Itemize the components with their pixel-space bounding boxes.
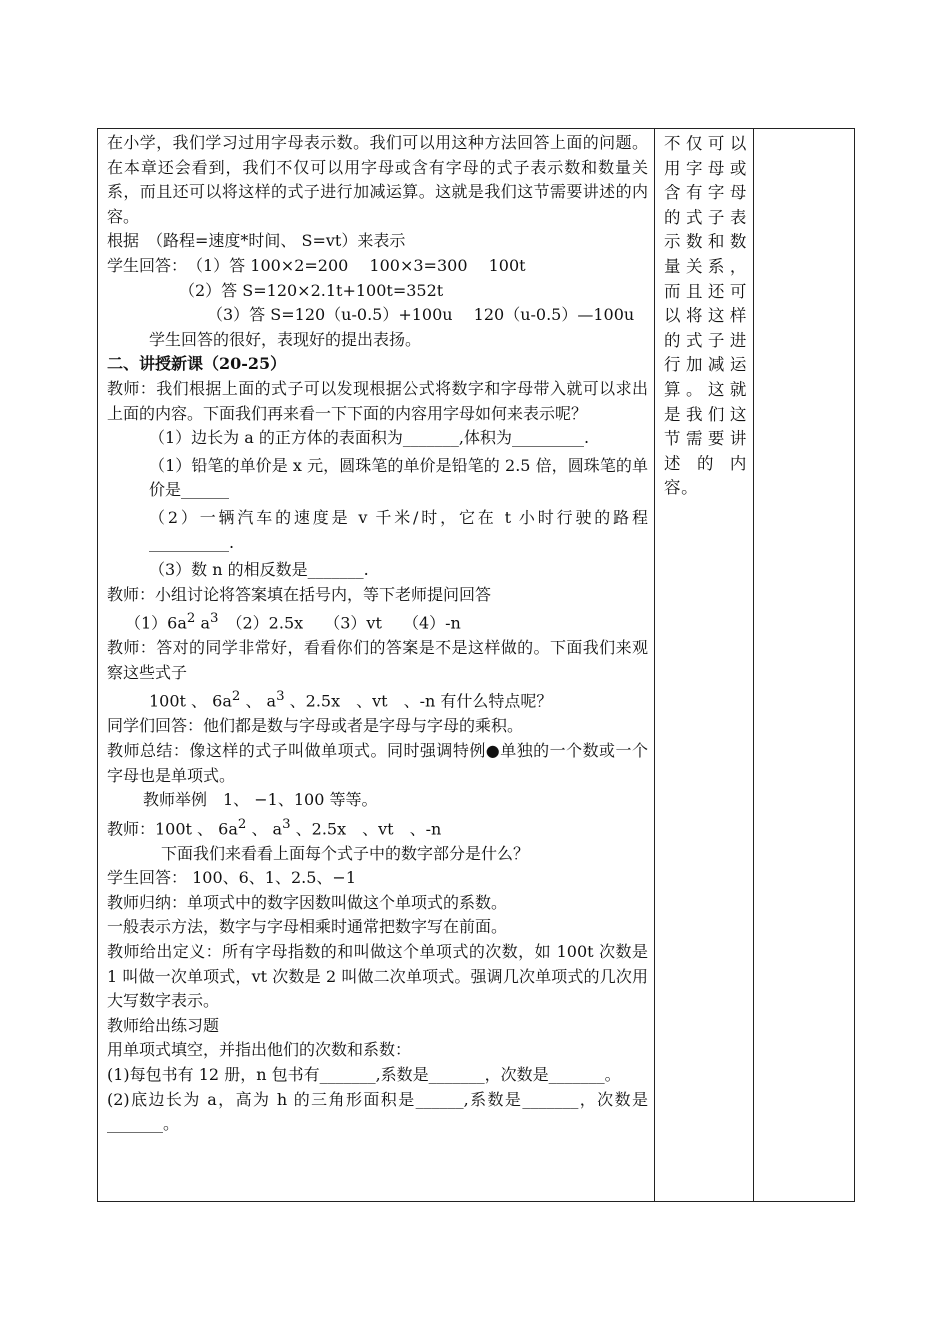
- exercise-opposite: （3）数 n 的相反数是_______.: [149, 560, 369, 580]
- student-answer-1: 学生回答： （1）答 100×2=200 100×3=300 100t: [107, 255, 526, 275]
- formula-hint: 根据 （路程=速度*时间、 S=vt）来表示: [107, 231, 406, 251]
- exercise-car: （2）一辆汽车的速度是 v 千米/时，它在 t 小时行驶的路程__________.: [149, 507, 648, 552]
- practice-question-1: (1)每包书有 12 册，n 包书有_______,系数是_______，次数是_______。: [107, 1064, 621, 1084]
- coefficient-definition: 教师归纳：单项式中的数字因数叫做这个单项式的系数。: [107, 892, 508, 912]
- lesson-content: [98, 129, 654, 1137]
- practice-heading: 教师给出练习题: [107, 1015, 220, 1035]
- praise-line: 学生回答的很好，表现好的提出表扬。: [149, 329, 422, 349]
- lesson-plan-table: [97, 128, 855, 1202]
- number-part-question: 下面我们来看看上面每个式子中的数字部分是什么？: [161, 843, 530, 863]
- degree-definition: 教师给出定义：所有字母指数的和叫做这个单项式的次数，如 100t 次数是 1 叫做一次单项式，vt 次数是 2 叫做二次单项式。强调几次单项式的几次用大写数字表示。: [107, 941, 648, 1011]
- design-intent-text: 不仅可以用字母或含有字母的式子表示数和数量关系，而且还可以将这样的式子进行加减运算。这就是我们这节需要讲述的内容。: [664, 134, 747, 498]
- student-answer-3: （3）答 S=120（u-0.5）+100u 120（u-0.5）—100u: [207, 305, 635, 325]
- table-row: [98, 129, 855, 1202]
- teacher-group-discussion: 教师：小组讨论将答案填在括号内，等下老师提问回答: [107, 584, 492, 604]
- student-answer-2: （2）答 S=120×2.1t+100t=352t: [179, 280, 444, 300]
- exercise-cube: （1）边长为 a 的正方体的表面积为_______,体积为_________.: [149, 428, 590, 448]
- exercise-pen: （1）铅笔的单价是 x 元，圆珠笔的单价是铅笔的 2.5 倍，圆珠笔的单价是______: [149, 455, 648, 500]
- section-heading: 二、讲授新课（20-25）: [107, 354, 287, 374]
- teacher-summary: 教师总结：像这样的式子叫做单项式。同时强调特例●单独的一个数或一个字母也是单项式。: [107, 740, 648, 785]
- teacher-observe: 教师：答对的同学非常好，看看你们的答案是不是这样做的。下面我们来观察这些式子: [107, 638, 648, 682]
- intro-paragraph: 在小学，我们学习过用字母表示数。我们可以用这种方法回答上面的问题。在本章还会看到，我们不仅可以用字母或含有字母的式子表示数和数量关系，而且还可以将这样的式子进行加减运算。这就是我们这节需要讲述的内容。: [107, 133, 648, 226]
- lesson-content-cell: [98, 129, 655, 1202]
- notation-rule: 一般表示方法，数字与字母相乘时通常把数字写在前面。: [107, 917, 508, 937]
- answer-expressions: $(1)6a^2$ $a^3$ （2）2.5x （3）vt （4）-n: [125, 611, 461, 633]
- student-coefficients: 学生回答： 100、6、1、2.5、−1: [107, 868, 357, 888]
- teacher-paragraph-1: 教师：我们根据上面的式子可以发现根据公式将数字和字母带入就可以求出上面的内容。下面我们再来看一下下面的内容用字母如何来表示呢？: [107, 378, 648, 423]
- expression-question: 100t 、 $6a^2$ 、 $a^3$ 、2.5x 、vt 、-n 有什么特点呢？: [149, 689, 553, 711]
- practice-question-2: (2)底边长为 a，高为 h 的三角形面积是______,系数是_______，次数是_______。: [107, 1089, 648, 1134]
- teacher-examples: 教师举例 1、 −1、100 等等。: [143, 790, 378, 810]
- students-answer-product: 同学们回答：他们都是数与字母或者是字母与字母的乘积。: [107, 716, 524, 736]
- design-intent-cell: [655, 129, 754, 1202]
- practice-instruction: 用单项式填空，并指出他们的次数和系数：: [107, 1040, 412, 1060]
- empty-cell: [754, 129, 855, 1202]
- teacher-expressions: 教师：100t 、 $6a^2$ 、 $a^3$ 、2.5x 、vt 、-n: [107, 816, 442, 839]
